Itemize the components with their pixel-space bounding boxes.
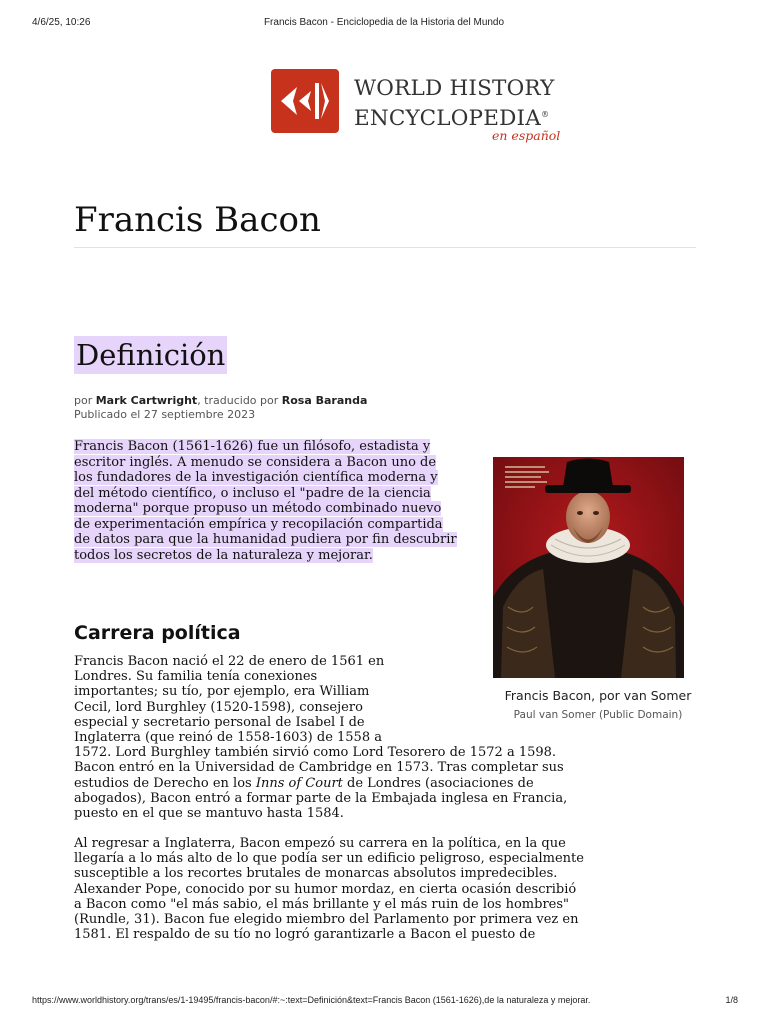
portrait-caption: Francis Bacon, por van Somer bbox=[504, 688, 692, 703]
intro-paragraph bbox=[74, 439, 458, 563]
logo-mark-icon bbox=[271, 69, 339, 133]
logo-wordmark bbox=[354, 76, 555, 132]
print-header bbox=[0, 17, 768, 31]
subheading-political-career: Carrera política bbox=[74, 622, 241, 644]
portrait-image[interactable] bbox=[493, 457, 684, 678]
body-paragraph-1: Francis Bacon nació el 22 de enero de 1561 en Londres. Su familia tenía conexiones importantes; su tío, por ejemplo, era William Cecil, lord Burghley (1520-1598), consejero especial y secretario personal de Isabel I de Inglaterra (que reinó de 1558-1603) de 1558 a 1572. Lord Burghley también sirvió como Lord Tesorero de 1572 a 1598. Bacon entró en la Universidad de Cambridge en 1573. Tras completar sus estudios de Derecho en los Inns of Court de Londres (asociaciones de abogados), Bacon entró a formar parte de la Embajada inglesa en Francia, puesto en el que se mantuvo hasta 1584. bbox=[74, 654, 568, 822]
print-page-title: Francis Bacon - Enciclopedia de la Historia del Mundo bbox=[263, 17, 505, 28]
intro-highlighted-text: Francis Bacon (1561-1626) fue un filósofo, estadista y escritor inglés. A menudo se considera a Bacon uno de los fundadores de la investigación científica moderna y del método científico, o incluso el "padre de la ciencia moderna" porque propuso un método combinado nuevo de experimentación empírica y recopilación compartida de datos para que la humanidad pudiera por fin descubrir todos los secretos de la naturaleza y mejorar. bbox=[74, 439, 457, 563]
logo-line-1: WORLD HISTORY bbox=[354, 76, 555, 101]
logo-subtitle: en español bbox=[492, 128, 561, 143]
inns-of-court-term: Inns of Court bbox=[255, 775, 343, 791]
body-paragraph-2: Al regresar a Inglaterra, Bacon empezó su carrera en la política, en la que llegaría a lo más alto de lo que podía ser un edificio peligroso, especialmente susceptible a los recortes brutales de monarcas absolutos impredecibles. Alexander Pope, conocido por su humor mordaz, en cierta ocasión describió a Bacon como "el más sabio, el más brillante y el más ruin de los hombres" (Rundle, 31). Bacon fue elegido miembro del Parlamento por primera vez en 1581. El respaldo de su tío no logró garantizarle a Bacon el puesto de bbox=[74, 836, 584, 943]
portrait-credit: Paul van Somer (Public Domain) bbox=[513, 709, 683, 721]
site-logo[interactable] bbox=[271, 69, 571, 149]
page-number: 1/8 bbox=[725, 995, 738, 1005]
byline: por Mark Cartwright, traducido por Rosa Baranda Publicado el 27 septiembre 2023 bbox=[74, 394, 368, 421]
registered-mark: ® bbox=[540, 110, 550, 119]
logo-line-2: ENCYCLOPEDIA bbox=[354, 106, 541, 132]
publish-date: Publicado el 27 septiembre 2023 bbox=[74, 408, 256, 421]
print-date: 4/6/25, 10:26 bbox=[32, 17, 91, 28]
article-title: Francis Bacon bbox=[74, 200, 321, 240]
print-footer bbox=[0, 995, 768, 1009]
section-heading-definition: Definición bbox=[76, 338, 226, 372]
print-url: https://www.worldhistory.org/trans/es/1-19495/francis-bacon/#:~:text=Definición&text=Francis Bacon (1561-1626),de la naturaleza y mejorar. bbox=[32, 995, 591, 1005]
author-link[interactable]: Mark Cartwright bbox=[95, 394, 198, 407]
translator-link[interactable]: Rosa Baranda bbox=[281, 394, 368, 407]
title-divider bbox=[74, 247, 696, 248]
